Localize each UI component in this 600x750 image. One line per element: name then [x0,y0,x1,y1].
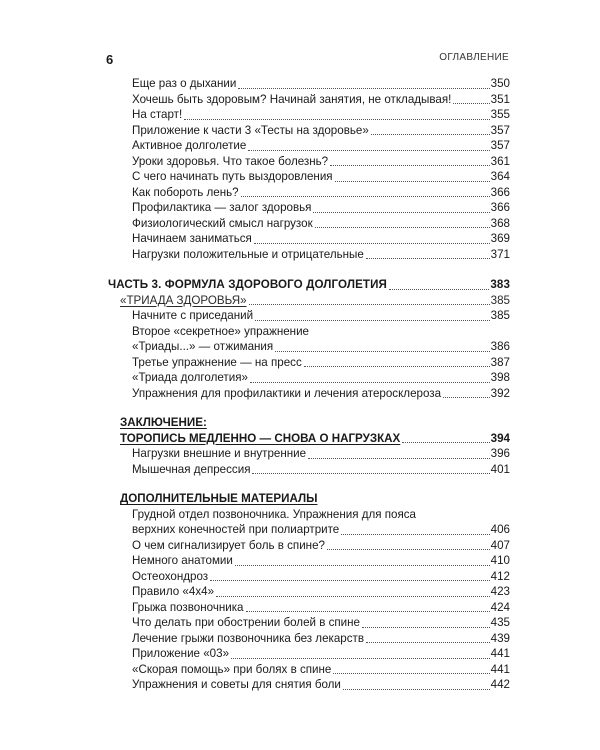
dot-leader [308,458,490,459]
toc-entry[interactable] [108,76,510,92]
dot-leader [335,181,490,182]
toc-entry-title: Как побороть лень? [132,185,239,199]
toc-entry-title: С чего начинать путь выздоровления [132,170,333,183]
toc-entry-title: «Скорая помощь» при болях в спине [132,662,332,676]
toc-entry[interactable] [108,247,510,263]
dot-leader [362,627,490,628]
toc-entry[interactable] [108,308,510,324]
dot-leader [238,88,489,89]
toc-entry[interactable] [108,584,510,600]
toc-entry-page: 441 [490,647,510,660]
toc-entry-title: Грыжа позвоночника [132,600,244,614]
toc-entry-page: 387 [490,355,510,369]
toc-entry[interactable] [108,355,510,371]
toc-entry-page: 371 [490,247,510,261]
toc-entry-page: 366 [490,201,510,214]
toc-chapter-title: «ТРИАДА ЗДОРОВЬЯ» [120,293,247,307]
toc-entry-title: Приложение «03» [132,647,230,660]
toc-entry[interactable] [108,216,510,232]
toc-entry-page: 357 [490,123,510,137]
dot-leader [250,382,490,383]
toc-entry-title: На старт! [132,108,183,121]
dot-leader [343,689,490,690]
toc-entry-title: верхних конечностей при полиартрите [132,523,340,536]
toc-entry-page: 357 [490,139,510,152]
dot-leader [315,227,490,228]
toc-entry-title: Что делать при обострении болей в спине [132,616,360,629]
toc-entry-page: 396 [490,447,510,460]
dot-leader [330,165,490,166]
dot-leader [184,119,489,120]
toc-entry-title: Мышечная депрессия [132,462,251,476]
toc-part-title: ЧАСТЬ 3. ФОРМУЛА ЗДОРОВОГО ДОЛГОЛЕТИЯ [108,278,387,291]
dot-leader [246,611,490,612]
toc-entry-page: 435 [490,616,510,629]
toc-entry-title: Уроки здоровья. Что такое болезнь? [132,154,329,168]
toc-entry-title: Хочешь быть здоровым? Начинай занятия, не откладывая! [132,92,452,106]
dot-leader [231,658,490,659]
toc-entry-title: Третье упражнение — на пресс [132,355,302,369]
toc-entry-line[interactable]: Второе «секретное» упражнение [132,324,309,338]
toc-chapter-page: 385 [490,293,510,307]
toc-entry-title: Немного анатомии [132,554,233,567]
toc-entry[interactable] [108,92,510,108]
dot-leader [241,196,490,197]
toc-entry-title: Упражнения для профилактики и лечения атеросклероза [132,386,442,400]
dot-leader [443,397,490,398]
dot-leader [453,103,489,104]
toc-entry-line[interactable]: Грудной отдел позвоночника. Упражнения для пояса [132,507,416,521]
toc-entry[interactable] [108,370,510,386]
toc-entry-title: Лечение грыжи позвоночника без лекарств [132,631,365,645]
toc-entry-page: 386 [490,340,510,353]
dot-leader [402,442,489,443]
toc-entry-page: 410 [490,554,510,567]
toc-entry-title: «Триада долголетия» [132,371,248,384]
toc-entry-title: О чем сигнализирует боль в спине? [132,538,325,552]
dot-leader [366,642,490,643]
dot-leader [210,580,490,581]
toc-entry[interactable] [108,185,510,201]
toc-entry-title: Начните с приседаний [132,309,254,322]
toc-part-heading[interactable] [108,277,510,293]
toc-entry-title: Активное долголетие [132,139,247,152]
toc-entry-page: 441 [490,662,510,676]
toc-entry-page: 423 [490,585,510,598]
toc-entry[interactable] [108,462,510,478]
toc-chapter-heading[interactable] [108,293,510,309]
toc-entry[interactable] [108,123,510,139]
dot-leader [304,366,490,367]
toc-entry[interactable] [108,538,510,554]
toc-entry[interactable] [108,646,510,662]
toc-entry[interactable] [108,386,510,402]
toc-entry-title: Остеохондроз [132,569,209,583]
toc-chapter-page: 394 [490,431,510,445]
dot-leader [255,320,490,321]
toc-entry[interactable] [108,522,510,538]
toc-entry-title: Нагрузки внешние и внутренние [132,447,307,460]
toc-entry-title: Нагрузки положительные и отрицательные [132,247,364,261]
toc-entry-page: 401 [490,462,510,476]
dot-leader [313,212,489,213]
toc-entry-title: Еще раз о дыхании [132,77,237,90]
toc-entry-page: 368 [490,216,510,230]
dot-leader [252,473,489,474]
dot-leader [248,150,489,151]
table-of-contents [108,76,510,693]
toc-entry-page: 406 [490,523,510,536]
toc-entry[interactable] [108,677,510,693]
toc-entry-page: 369 [490,232,510,245]
toc-entry-page: 361 [490,154,510,168]
running-head: ОГЛАВЛЕНИЕ [439,52,509,63]
dot-leader [341,534,489,535]
toc-entry[interactable] [108,615,510,631]
page-number: 6 [106,52,114,67]
dot-leader [216,596,490,597]
toc-entry-title: Правило «4x4» [132,585,215,598]
toc-entry[interactable] [108,154,510,170]
dot-leader [249,304,490,305]
toc-entry[interactable] [108,446,510,462]
toc-entry[interactable] [108,662,510,678]
toc-section-conclusion [108,415,510,477]
toc-entry-page: 412 [490,569,510,583]
toc-entry-title: Физиологический смысл нагрузок [132,216,313,230]
toc-entry-title: Профилактика — залог здоровья [132,201,312,214]
dot-leader [235,565,490,566]
dot-leader [333,673,489,674]
toc-entry-page: 350 [490,77,510,90]
toc-entry-title: Приложение к части 3 «Тесты на здоровье» [132,123,369,137]
toc-entry-title: «Триады...» — отжимания [132,340,274,353]
toc-entry[interactable] [108,569,510,585]
dot-leader [371,134,490,135]
dot-leader [389,289,489,290]
toc-chapter-title: ТОРОПИСЬ МЕДЛЕННО — СНОВА О НАГРУЗКАХ [120,431,401,445]
toc-entry[interactable] [108,553,510,569]
toc-extras-heading[interactable]: ДОПОЛНИТЕЛЬНЫЕ МАТЕРИАЛЫ [120,492,318,505]
toc-entry-page: 355 [490,108,510,121]
toc-entry-page: 439 [490,631,510,645]
toc-section-continued [108,76,510,262]
toc-entry[interactable] [108,138,510,154]
toc-entry[interactable] [108,231,510,247]
toc-entry-page: 392 [490,386,510,400]
toc-entry[interactable] [108,107,510,123]
toc-section-extras [108,491,510,693]
dot-leader [366,258,490,259]
toc-entry-page: 385 [490,309,510,322]
toc-entry-page: 351 [490,92,510,106]
toc-section-part3 [108,277,510,401]
toc-entry-page: 424 [490,600,510,614]
toc-entry-page: 442 [490,678,510,691]
toc-part-page: 383 [490,278,510,291]
toc-entry[interactable] [108,631,510,647]
toc-entry[interactable] [108,169,510,185]
dot-leader [275,351,489,352]
toc-entry-title: Начинаем заниматься [132,232,252,245]
toc-entry[interactable] [108,600,510,616]
toc-entry-page: 366 [490,185,510,199]
toc-entry[interactable] [108,339,510,355]
toc-entry-page: 407 [490,538,510,552]
toc-entry-page: 398 [490,371,510,384]
toc-entry[interactable] [108,200,510,216]
toc-conclusion-heading[interactable]: ЗАКЛЮЧЕНИЕ: [120,416,207,429]
dot-leader [254,243,490,244]
toc-entry-page: 364 [490,170,510,183]
dot-leader [327,549,490,550]
toc-chapter-heading[interactable] [108,431,510,447]
toc-entry-title: Упражнения и советы для снятия боли [132,678,341,691]
